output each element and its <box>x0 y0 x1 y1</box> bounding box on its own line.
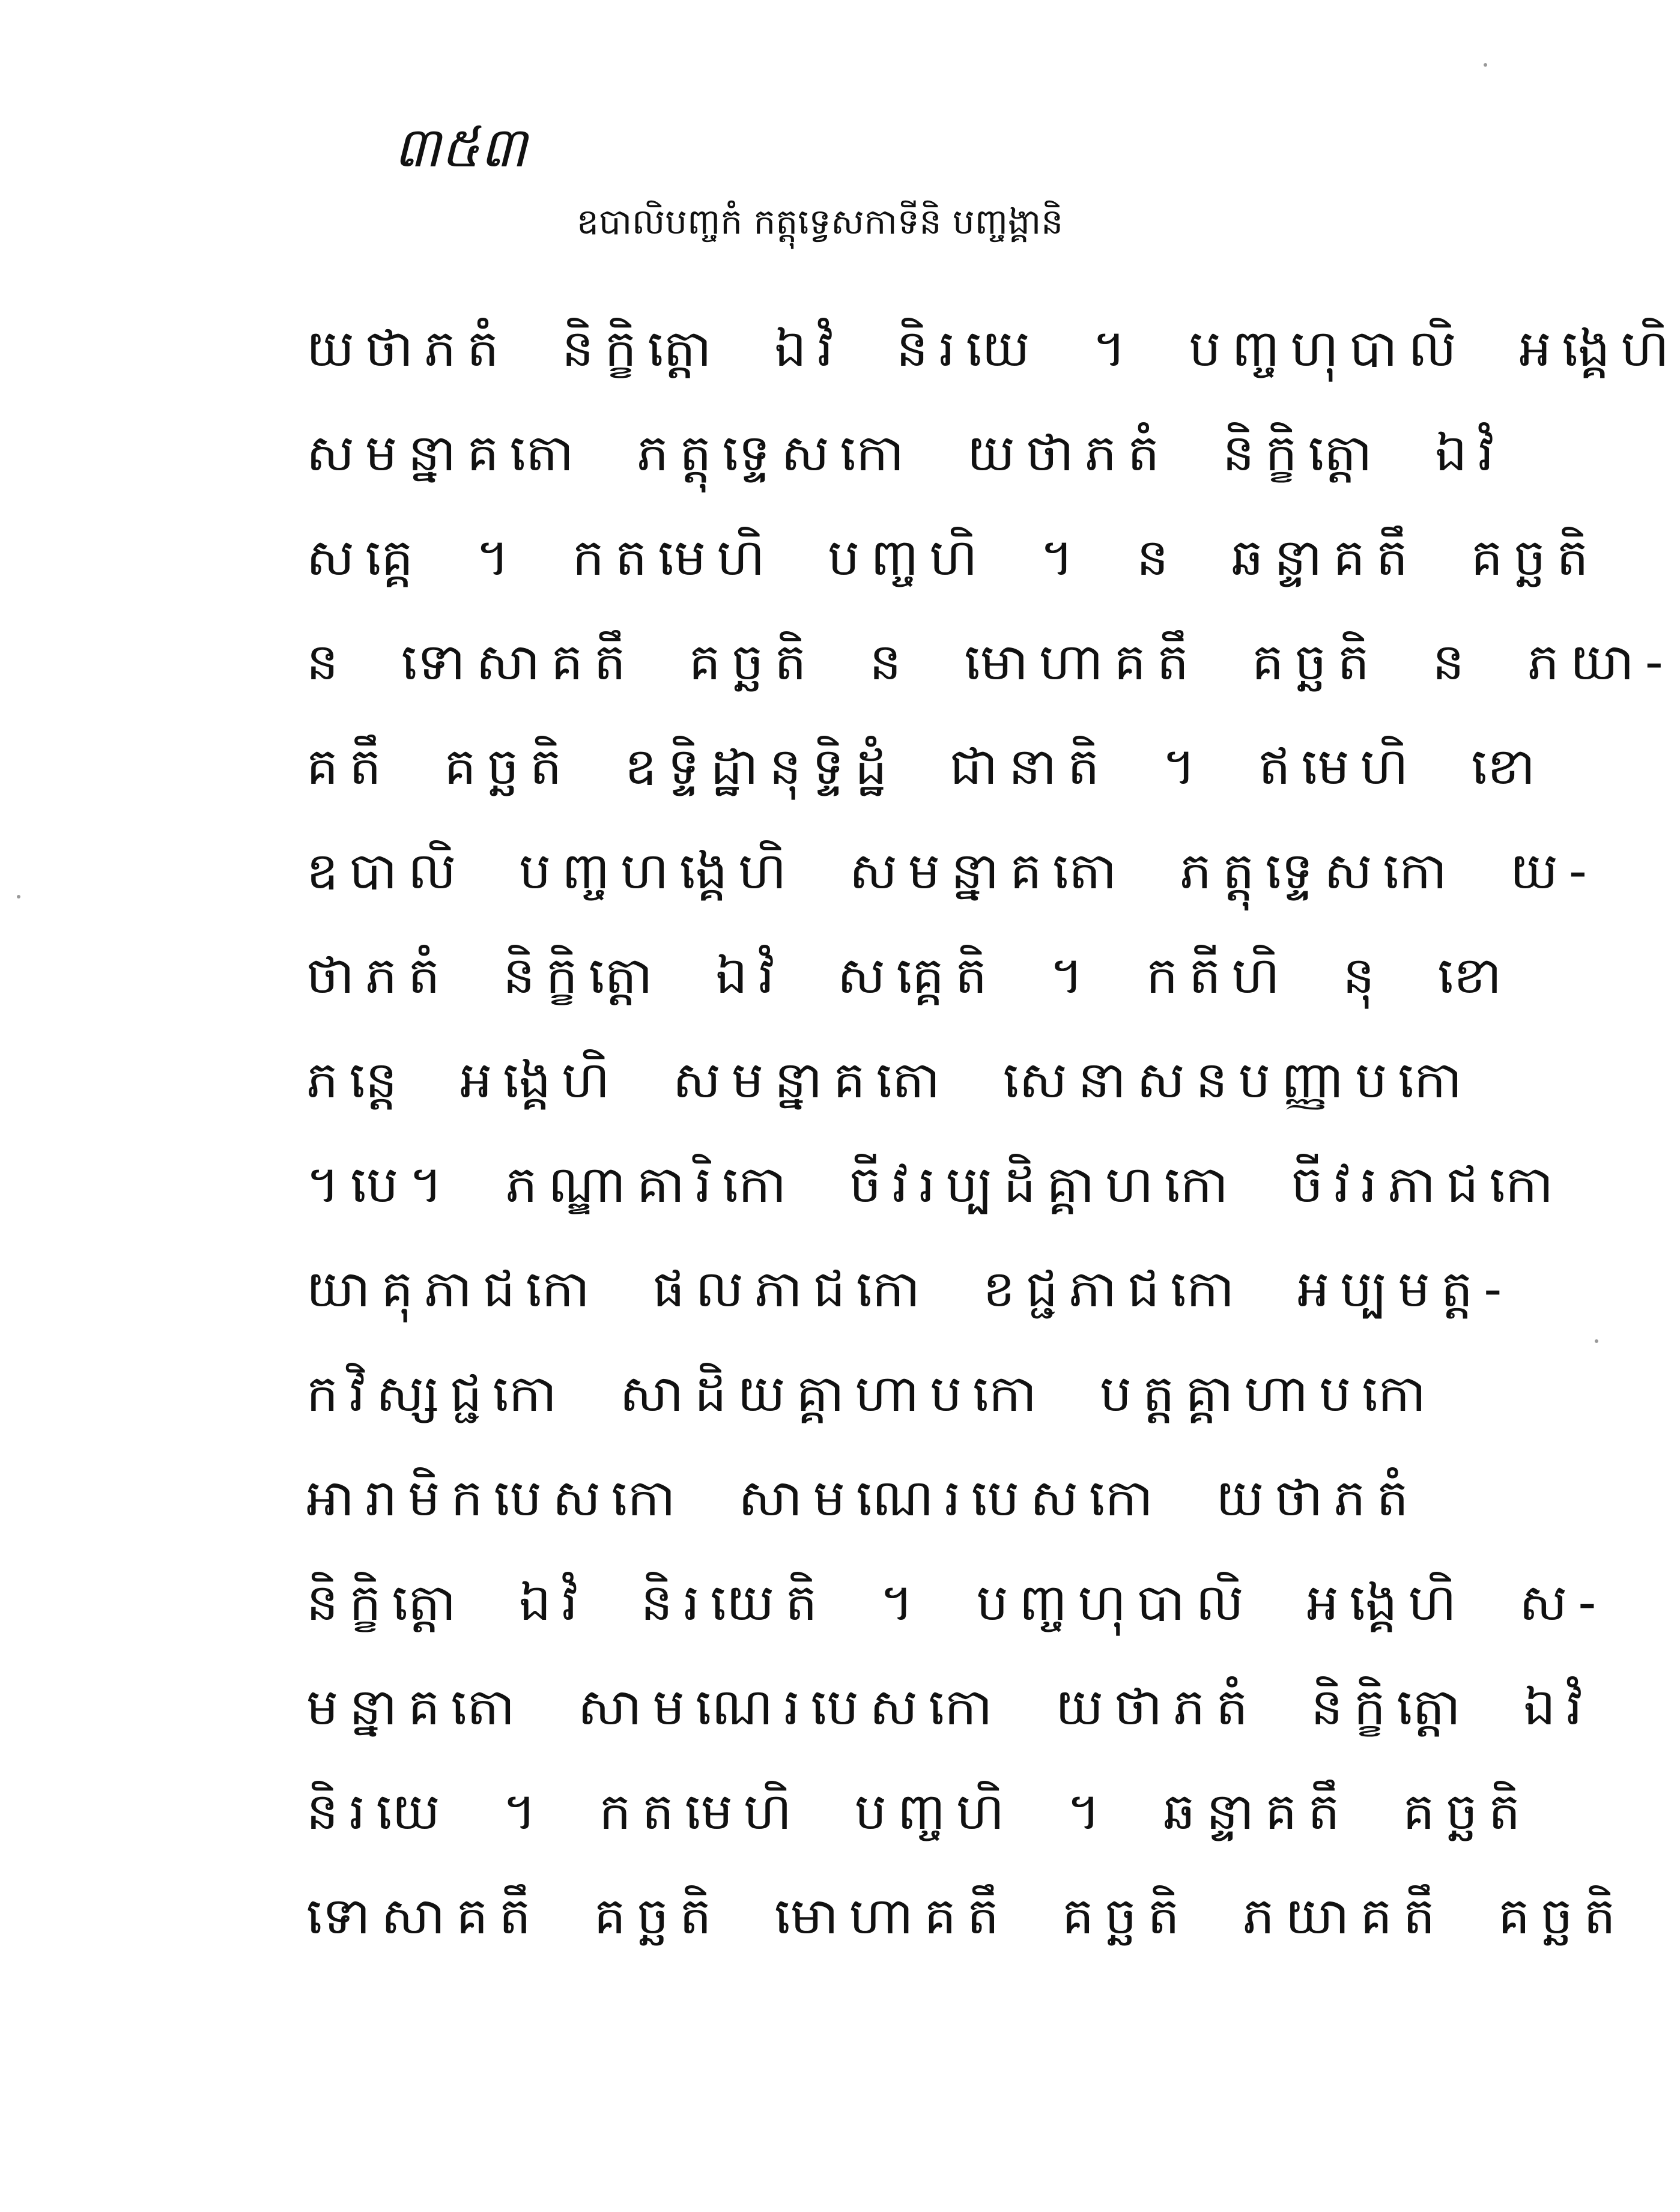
text-line: សគ្គេ ។ កតមេហិ បញ្ចហិ ។ ន ឆន្ទាគតឹ គច្ឆតិ <box>306 528 1600 587</box>
text-line: ទោសាគតឹ គច្ឆតិ មោហាគតឹ គច្ឆតិ ភយាគតឹ គច្ឆតិ <box>306 1886 1627 1945</box>
text-line: ន ទោសាគតឹ គច្ឆតិ ន មោហាគតឹ គច្ឆតិ ន ភយា- <box>306 632 1674 691</box>
scan-speck <box>17 895 20 898</box>
page-number: ៣៥៣ <box>393 115 527 180</box>
text-line: កវិស្សជ្ជកោ សាដិយគ្គាហាបកោ បត្តគ្គាហាបកោ <box>306 1364 1437 1423</box>
text-line: ថាភតំ និក្ខិត្តោ ឯវំ សគ្គេតិ ។ កតីហិ នុ ខោ <box>306 946 1513 1005</box>
text-line: យថាភតំ និក្ខិត្តោ ឯវំ និរយេ ។ បញ្ចហុបាលិ អង្គេហិ <box>306 319 1680 378</box>
text-line: គតឹ គច្ឆតិ ឧទ្ទិដ្ឋានុទ្ទិដ្ឋំ ជានាតិ ។ ឥមេហិ ខោ <box>306 737 1546 796</box>
text-line: និក្ខិត្តោ ឯវំ និរយេតិ ។ បញ្ចហុបាលិ អង្គេហិ ស- <box>306 1573 1607 1632</box>
text-line: ឧបាលិ បញ្ចហង្គេហិ សមន្នាគតោ ភត្តុទ្ទេសកោ យ- <box>306 841 1598 900</box>
scan-speck <box>1484 63 1487 67</box>
text-line: អារាមិកបេសកោ សាមណេរបេសកោ យថាភតំ <box>306 1468 1419 1527</box>
text-line: និរយេ ។ កតមេហិ បញ្ចហិ ។ ឆន្ទាគតឹ គច្ឆតិ <box>306 1782 1532 1841</box>
scan-speck <box>1595 1339 1598 1343</box>
body-text <box>306 303 1680 1975</box>
text-line: ភន្តេ អង្គេហិ សមន្នាគតោ សេនាសនបញ្ញាបកោ <box>306 1050 1473 1109</box>
text-line: ។បេ។ ភណ្ឌាគារិកោ ចីវរប្បដិគ្គាហកោ ចីវរភាជកោ <box>306 1155 1565 1214</box>
section-heading: ឧបាលិបញ្ចកំ កត្តុទ្វេសកាទីនិ បញ្ចង្គានិ <box>577 201 1064 242</box>
text-line: យាគុភាជកោ ផលភាជកោ ខជ្ជភាជកោ អប្បមត្ត- <box>306 1259 1513 1318</box>
text-line: មន្នាគតោ សាមណេរបេសកោ យថាភតំ និក្ខិត្តោ ឯវំ <box>306 1677 1594 1736</box>
text-line: សមន្នាគតោ ភត្តុទ្ទេសកោ យថាភតំ និក្ខិត្តោ ឯវំ <box>306 423 1505 482</box>
